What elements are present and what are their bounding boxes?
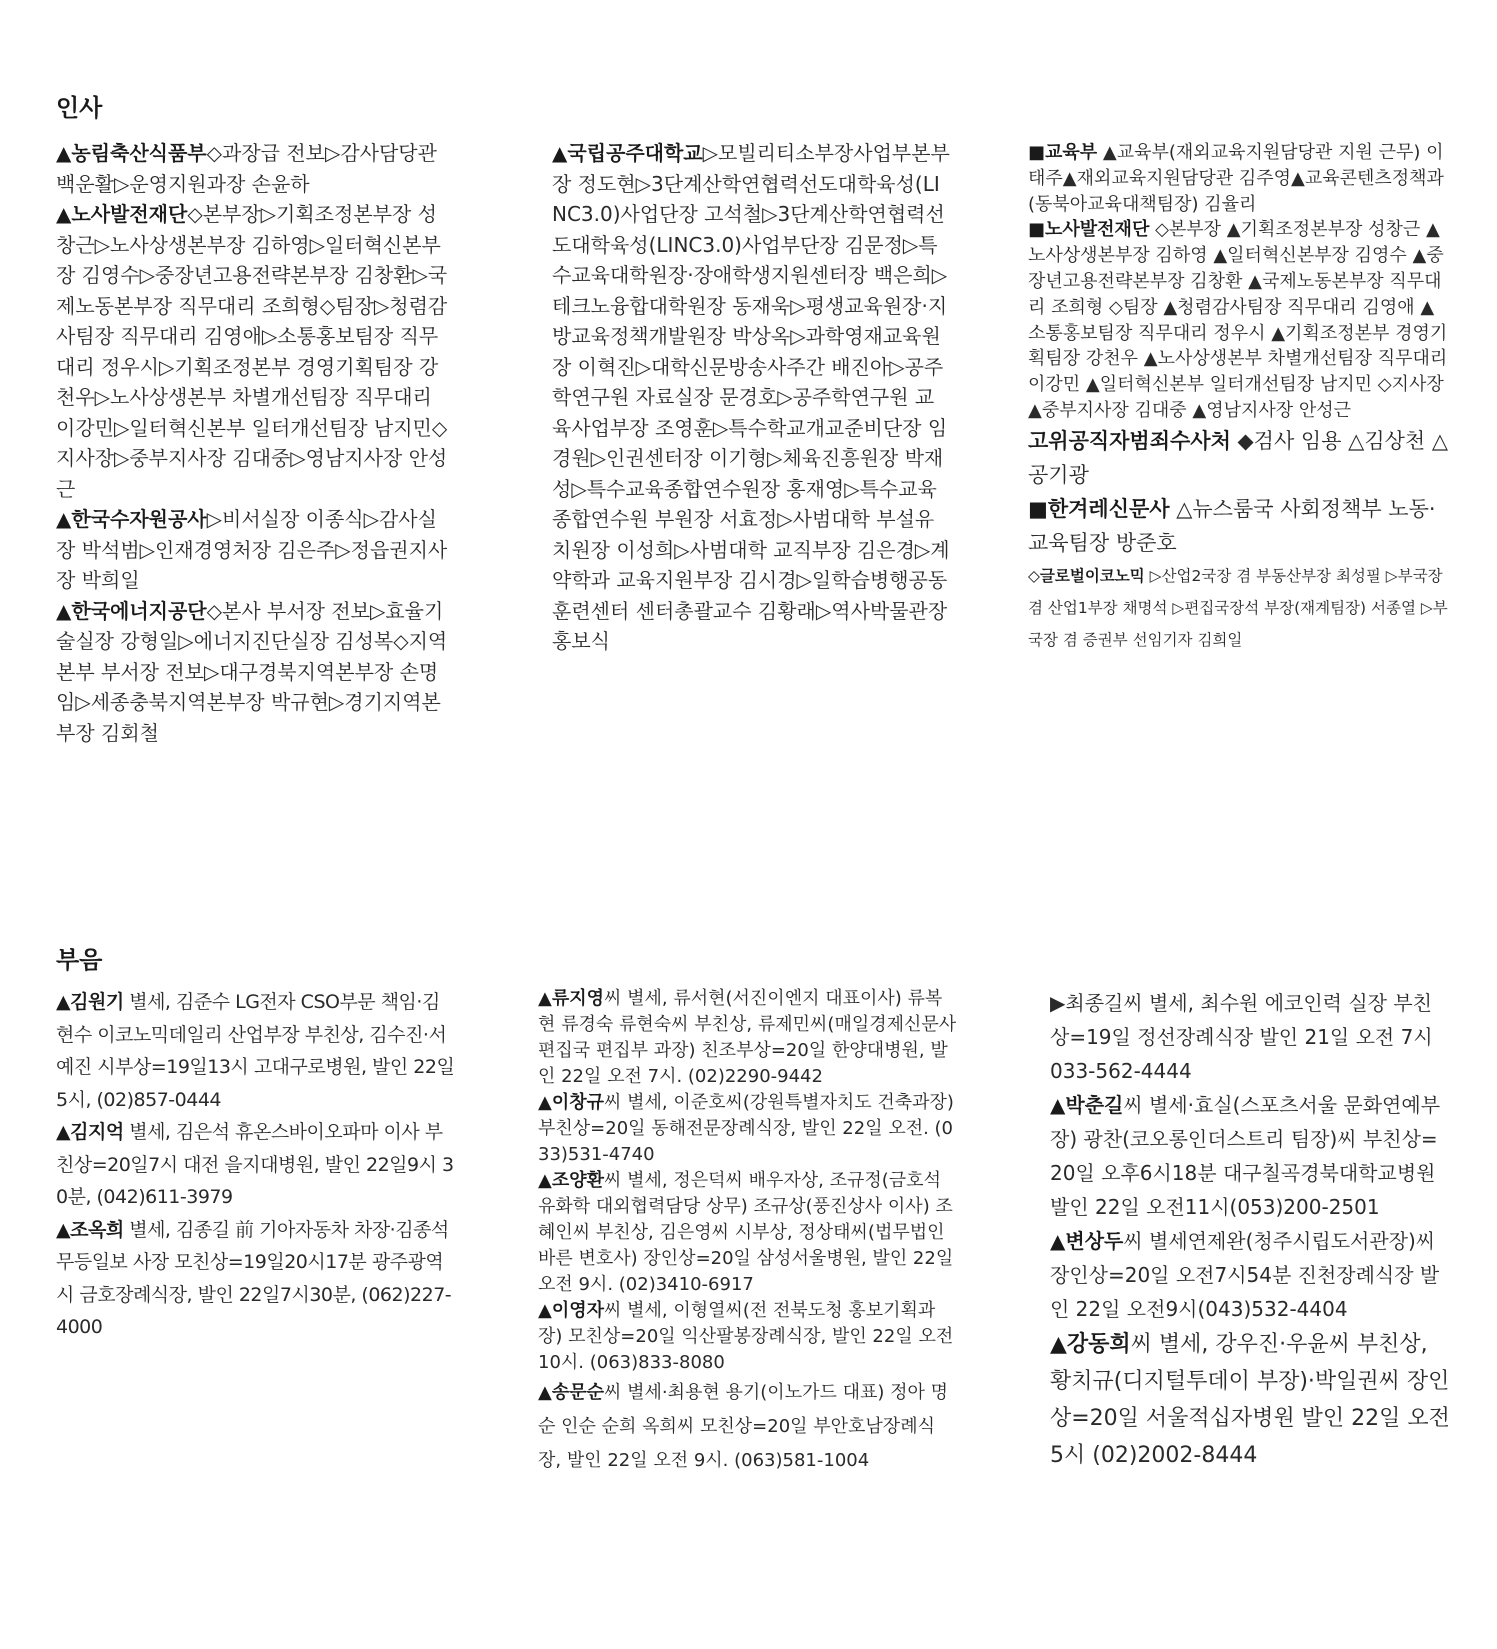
obituary-entry xyxy=(538,986,958,1090)
deceased-name: ▶최종길 xyxy=(1050,991,1124,1015)
org-name: ■노사발전재단 xyxy=(1028,219,1150,241)
entry-text: ◇본부장▷기획조정본부장 성창근▷노사상생본부장 김하영▷일터혁신본부장 김영수▷중장년고용전략본부장 김창환▷국제노동본부장 직무대리 조희형◇팀장▷청렴감사팀장 직무대리 김영애▷소통홍보팀장 직무대리 정우시▷기획조정본부 경영기획팀장 강천우▷노사상생본부 차별개선팀장 직무대리 이강민▷일터혁신본부 일터개선팀장 남지민◇지사장▷중부지사장 김대중▷영남지사장 안성근 xyxy=(56,202,448,501)
org-name: ▲농림축산식품부 xyxy=(56,141,207,165)
deceased-name: ▲조옥희 xyxy=(56,1218,124,1241)
org-name: ▲한국수자원공사 xyxy=(56,507,207,531)
deceased-name: ▲김지억 xyxy=(56,1121,124,1143)
entry-text: ▷산업2국장 겸 부동산부장 최성필 ▷부국장 겸 산업1부장 채명석 ▷편집국장석 부장(재계팀장) 서종열 ▷부국장 겸 증권부 선임기자 김희일 xyxy=(1028,566,1448,649)
personnel-entry xyxy=(1028,492,1448,560)
personnel-entry xyxy=(1028,424,1448,492)
obituary-entry xyxy=(538,1376,958,1478)
deceased-name: ▲변상두 xyxy=(1050,1229,1124,1253)
obituary-entry xyxy=(56,1214,456,1344)
deceased-name: ▲조양환 xyxy=(538,1170,605,1191)
obituary-entry xyxy=(1050,986,1450,1088)
obituary-entry xyxy=(1050,1224,1450,1326)
deceased-name: ▲김원기 xyxy=(56,991,124,1013)
obituary-column-1 xyxy=(56,986,456,1344)
personnel-entry xyxy=(56,596,454,749)
entry-text: 씨 별세, 이준호씨(강원특별자치도 건축과장) 부친상=20일 동해전문장례식장, 발인 22일 오전. (033)531-4740 xyxy=(538,1092,954,1165)
org-name: 고위공직자범죄수사처 xyxy=(1028,428,1231,453)
entry-text: 씨 별세·최용현 용기(이노가드 대표) 정아 명순 인순 순희 옥희씨 모친상=20일 부안호남장례식장, 발인 22일 오전 9시. (063)581-1004 xyxy=(538,1382,948,1471)
entry-text: 씨 별세, 이형열씨(전 전북도청 홍보기획과장) 모친상=20일 익산팔봉장례식장, 발인 22일 오전 10시. (063)833-8080 xyxy=(538,1300,954,1373)
org-name: ◇글로벌이코노믹 xyxy=(1028,566,1145,585)
entry-text: ▷비서실장 이종식▷감사실장 박석범▷인재경영처장 김은주▷정읍권지사장 박희일 xyxy=(56,507,448,592)
obituary-entry xyxy=(1050,1326,1450,1474)
personnel-entry xyxy=(1028,217,1448,423)
personnel-entry xyxy=(552,138,950,657)
deceased-name: ▲송문순 xyxy=(538,1382,605,1403)
entry-text: ▷모빌리티소부장사업부본부장 정도현▷3단계산학연협력선도대학육성(LINC3.0)사업단장 고석철▷3단계산학연협력선도대학육성(LINC3.0)사업부단장 김문정▷특수교육대학원장·장애학생지원센터장 백은희▷테크노융합대학원장 동재욱▷평생교육원장·지방교육정책개발원장 박상옥▷과학영재교육원장 이혁진▷대학신문방송사주간 배진아▷공주학연구원 자료실장 문경호▷공주학연구원 교육사업부장 조영훈▷특수학교개교준비단장 임경원▷인권센터장 이기형▷체육진흥원장 박재성▷특수교육종합연수원장 홍재영▷특수교육종합연수원 부원장 서효정▷사범대학 부설유치원장 이성희▷사범대학 교직부장 김은경▷계약학과 교육지원부장 김시경▷일학습병행공동훈련센터 센터총괄교수 김황래▷역사박물관장 홍보식 xyxy=(552,141,950,653)
section-heading-personnel: 인사 xyxy=(56,94,103,122)
obituary-entry xyxy=(56,986,456,1116)
personnel-entry xyxy=(1028,140,1448,217)
personnel-entry xyxy=(56,504,454,596)
entry-text: 씨 별세·효실(스포츠서울 문화연예부장) 광찬(코오롱인더스트리 팀장)씨 부친상=20일 오후6시18분 대구칠곡경북대학교병원 발인 22일 오전11시(053)200-2501 xyxy=(1050,1093,1441,1219)
org-name: ■교육부 xyxy=(1028,142,1098,163)
entry-text: 별세, 김은석 휴온스바이오파마 이사 부친상=20일7시 대전 을지대병원, 발인 22일9시 30분, (042)611-3979 xyxy=(56,1121,454,1208)
entry-text: ◇과장급 전보▷감사담당관 백운활▷운영지원과장 손윤하 xyxy=(56,141,437,196)
entry-text: 별세, 김준수 LG전자 CSO부문 책임·김현수 이코노믹데일리 산업부장 부친상, 김수진·서예진 시부상=19일13시 고대구로병원, 발인 22일5시, (02)857-0444 xyxy=(56,991,455,1111)
deceased-name: ▲강동희 xyxy=(1050,1332,1131,1357)
personnel-entry xyxy=(56,199,454,504)
entry-text: 씨 별세연제완(청주시립도서관장)씨 장인상=20일 오전7시54분 진천장례식장 발인 22일 오전9시(043)532-4404 xyxy=(1050,1229,1440,1321)
obituary-entry xyxy=(538,1168,958,1298)
personnel-column-1 xyxy=(56,138,454,748)
org-name: ▲노사발전재단 xyxy=(56,202,188,226)
entry-text: ◇본사 부서장 전보▷효율기술실장 강형일▷에너지진단실장 김성복◇지역본부 부서장 전보▷대구경북지역본부장 손명임▷세종충북지역본부장 박규현▷경기지역본부장 김회철 xyxy=(56,598,448,745)
entry-text: 씨 별세, 강우진·우윤씨 부친상, 황치규(디지털투데이 부장)·박일권씨 장인상=20일 서울적십자병원 발인 22일 오전 5시 (02)2002-8444 xyxy=(1050,1332,1450,1468)
org-name: ■한겨레신문사 xyxy=(1028,496,1170,521)
obituary-column-2 xyxy=(538,986,958,1478)
personnel-entry xyxy=(1028,560,1448,656)
entry-text: ◆검사 임용 △김상천 △공기광 xyxy=(1028,428,1448,487)
obituary-entry xyxy=(538,1090,958,1168)
entry-text: 씨 별세, 정은덕씨 배우자상, 조규정(금호석유화학 대외협력담당 상무) 조규상(풍진상사 이사) 조혜인씨 부친상, 김은영씨 시부상, 정상태씨(법무법인 바른 변호사) 장인상=20일 삼성서울병원, 발인 22일 오전 9시. (02)3410-6917 xyxy=(538,1170,954,1295)
deceased-name: ▲이창규 xyxy=(538,1092,605,1113)
personnel-column-2 xyxy=(552,138,950,657)
deceased-name: ▲류지영 xyxy=(538,988,605,1009)
obituary-column-3 xyxy=(1050,986,1450,1474)
entry-text: 씨 별세, 최수원 에코인력 실장 부친상=19일 정선장례식장 발인 21일 오전 7시 033-562-4444 xyxy=(1050,991,1433,1083)
obituary-entry xyxy=(1050,1088,1450,1224)
obituary-entry xyxy=(538,1298,958,1376)
org-name: ▲국립공주대학교 xyxy=(552,141,703,165)
obituary-entry xyxy=(56,1116,456,1214)
deceased-name: ▲이영자 xyxy=(538,1300,605,1321)
entry-text: ▲교육부(재외교육지원담당관 지원 근무) 이태주▲재외교육지원담당관 김주영▲교육콘텐츠정책과(동북아교육대책팀장) 김율리 xyxy=(1028,142,1444,215)
entry-text: △뉴스룸국 사회정책부 노동·교육팀장 방준호 xyxy=(1028,496,1436,555)
section-heading-obituary: 부음 xyxy=(56,946,103,974)
personnel-column-3 xyxy=(1028,140,1448,656)
org-name: ▲한국에너지공단 xyxy=(56,598,207,623)
entry-text: ◇본부장 ▲기획조정본부장 성창근 ▲노사상생본부장 김하영 ▲일터혁신본부장 김영수 ▲중장년고용전략본부장 김창환 ▲국제노동본부장 직무대리 조희형 ◇팀장 ▲청렴감사팀장 직무대리 김영애 ▲소통홍보팀장 직무대리 정우시 ▲기획조정본부 경영기획팀장 강천우 ▲노사상생본부 차별개선팀장 직무대리 이강민 ▲일터혁신본부 일터개선팀장 남지민 ◇지사장 ▲중부지사장 김대중 ▲영남지사장 안성근 xyxy=(1028,219,1448,421)
entry-text: 별세, 김종길 前 기아자동차 차장·김종석 무등일보 사장 모친상=19일20시17분 광주광역시 금호장례식장, 발인 22일7시30분, (062)227-4000 xyxy=(56,1218,452,1338)
deceased-name: ▲박춘길 xyxy=(1050,1093,1124,1117)
entry-text: 씨 별세, 류서현(서진이엔지 대표이사) 류복현 류경숙 류현숙씨 부친상, 류제민씨(매일경제신문사 편집국 편집부 과장) 친조부상=20일 한양대병원, 발인 22일 오전 7시. (02)2290-9442 xyxy=(538,988,957,1087)
personnel-entry xyxy=(56,138,454,199)
